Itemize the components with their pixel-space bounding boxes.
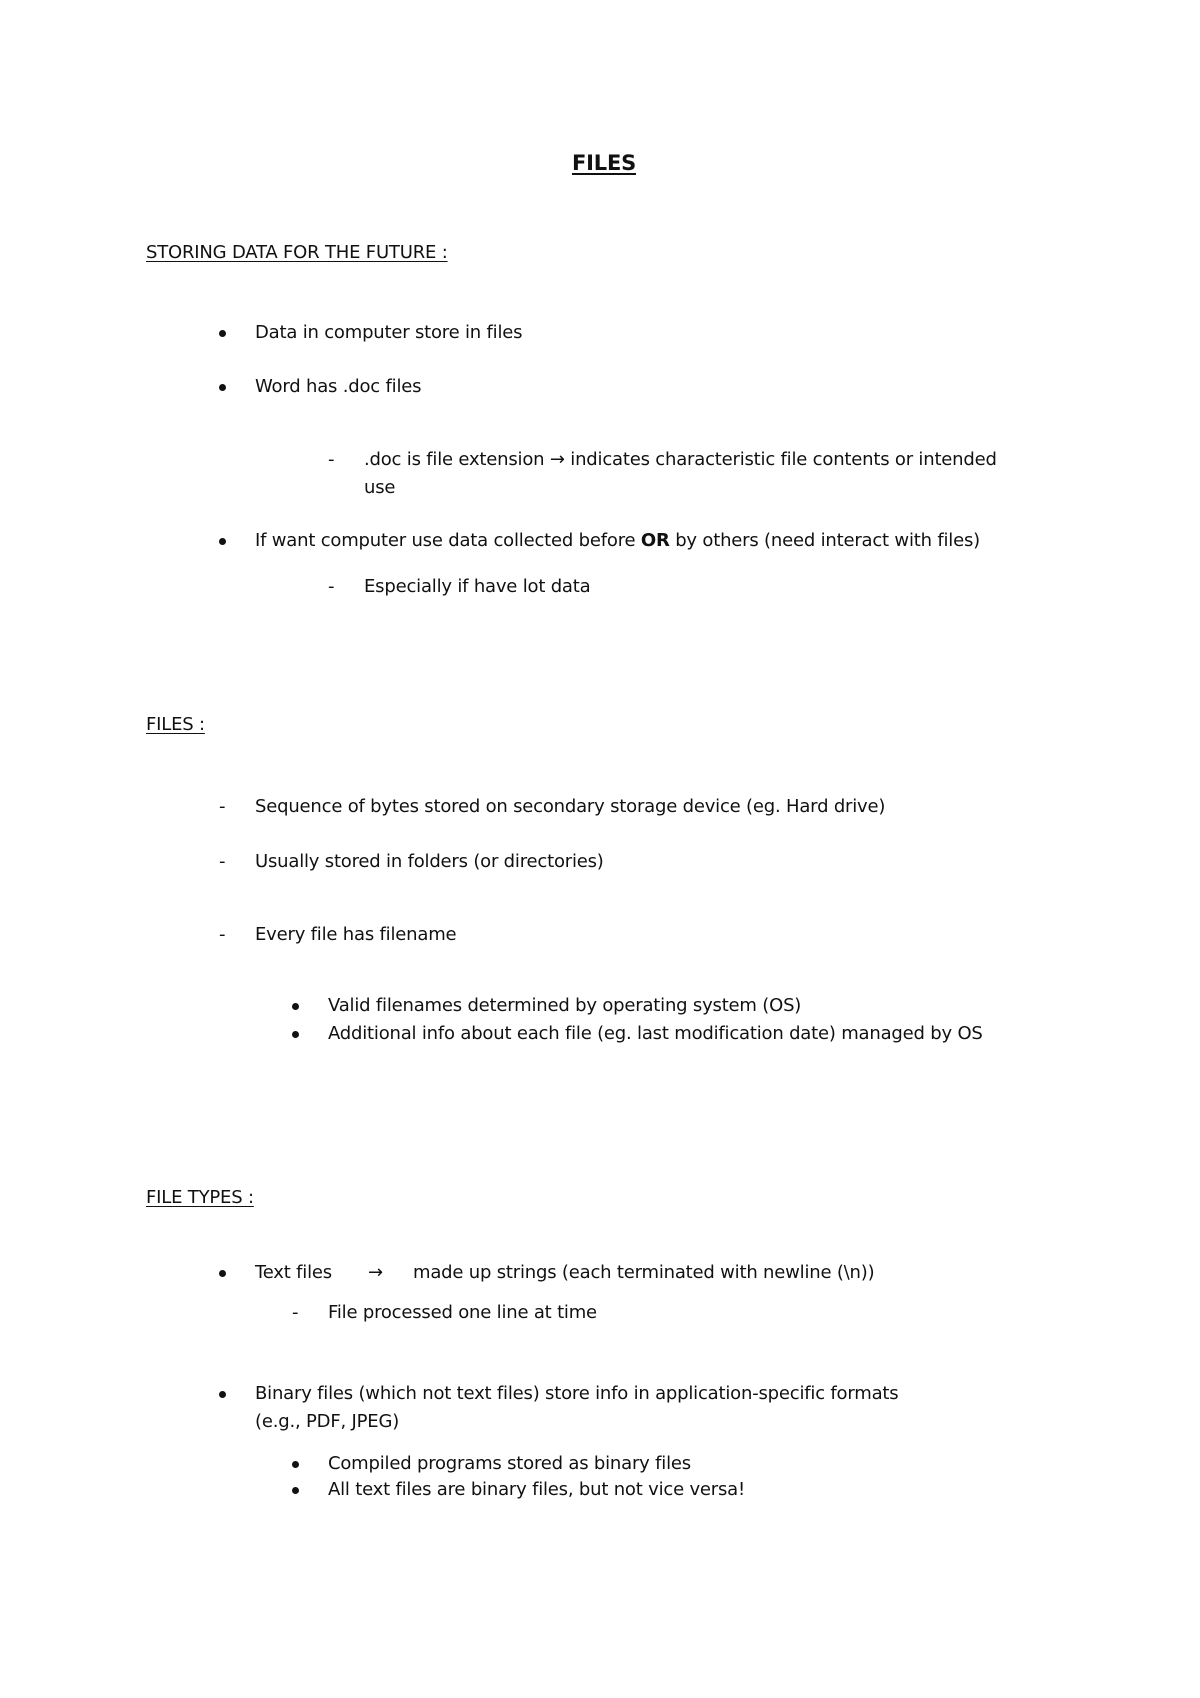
bullet-icon — [292, 1487, 299, 1494]
section-heading-files: FILES : — [146, 714, 205, 735]
list-item: Text files — [255, 1262, 332, 1283]
list-item: Additional info about each file (eg. last modification date) managed by OS — [328, 1023, 983, 1044]
list-item: Word has .doc files — [255, 376, 422, 397]
list-item: Usually stored in folders (or directories) — [255, 851, 604, 872]
dash-marker: - — [219, 924, 226, 945]
list-item — [364, 449, 997, 471]
list-item-text: indicates characteristic file contents or intended — [564, 449, 997, 470]
or-emphasis: OR — [640, 530, 670, 551]
bullet-icon — [219, 330, 226, 337]
list-item-continuation: (e.g., PDF, JPEG) — [255, 1411, 400, 1432]
dash-marker: - — [219, 851, 226, 872]
dash-marker: - — [328, 449, 335, 470]
list-item: made up strings (each terminated with newline (\n)) — [413, 1262, 875, 1283]
list-item: Binary files (which not text files) store info in application-specific formats — [255, 1383, 899, 1404]
bullet-icon — [292, 1003, 299, 1010]
dash-marker: - — [328, 576, 335, 597]
list-item: File processed one line at time — [328, 1302, 597, 1323]
list-item: Especially if have lot data — [364, 576, 591, 597]
list-item-continuation: use — [364, 477, 396, 498]
list-item: All text files are binary files, but not vice versa! — [328, 1479, 746, 1500]
right-arrow-icon: → — [549, 449, 565, 470]
bullet-icon — [219, 1270, 226, 1277]
dash-marker: - — [292, 1302, 299, 1323]
list-item: Compiled programs stored as binary files — [328, 1453, 691, 1474]
list-item: Data in computer store in files — [255, 322, 523, 343]
bullet-icon — [292, 1031, 299, 1038]
section-heading-storing-data: STORING DATA FOR THE FUTURE : — [146, 242, 448, 263]
right-arrow-icon: → — [368, 1262, 383, 1283]
bullet-icon — [219, 538, 226, 545]
list-item: Valid filenames determined by operating system (OS) — [328, 995, 802, 1016]
list-item: Every file has filename — [255, 924, 457, 945]
section-heading-file-types: FILE TYPES : — [146, 1187, 254, 1208]
bullet-icon — [219, 384, 226, 391]
list-item: Sequence of bytes stored on secondary storage device (eg. Hard drive) — [255, 796, 886, 817]
bullet-icon — [219, 1391, 226, 1398]
list-item-text: If want computer use data collected before — [255, 530, 641, 551]
list-item — [255, 530, 980, 552]
dash-marker: - — [219, 796, 226, 817]
list-item-text: .doc is file extension — [364, 449, 550, 470]
page-title: FILES — [572, 151, 637, 175]
bullet-icon — [292, 1461, 299, 1468]
list-item-text: by others (need interact with files) — [669, 530, 980, 551]
